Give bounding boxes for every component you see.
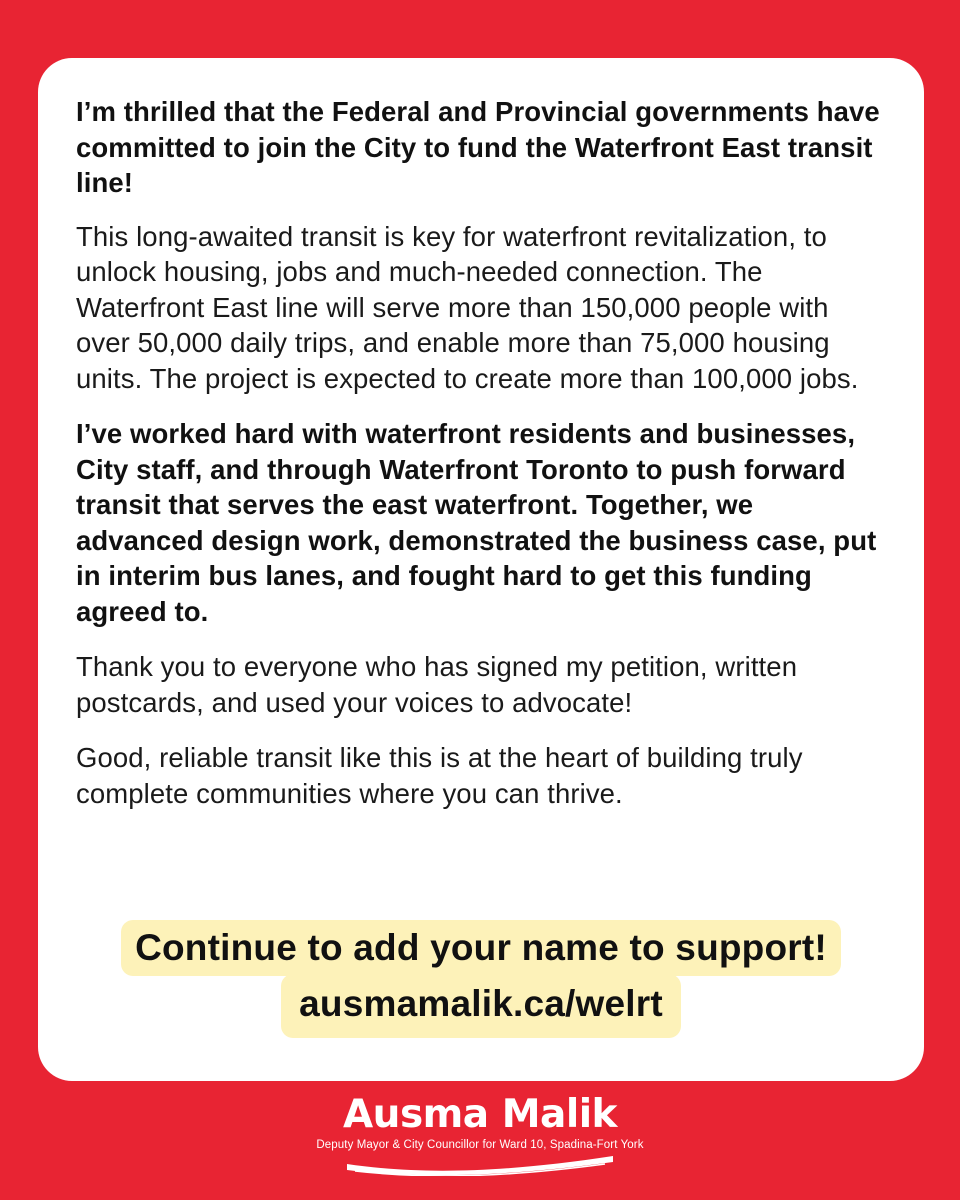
paragraph-announcement: I’m thrilled that the Federal and Provincial governments have committed to join the City to fund the Waterfront East transit line!: [76, 96, 880, 198]
cta-text: Continue to add your name to support!: [121, 920, 841, 976]
paragraph-advocacy-work: I’ve worked hard with waterfront residents and businesses, City staff, and through Waterfront Toronto to push forward transit that serves the east waterfront. Together, we advanced design work, demonstrated the business case, put in interim bus lanes, and fought hard to get this funding agreed to.: [76, 418, 877, 627]
logo: [0, 1094, 960, 1176]
logo-name: Ausma Malik: [343, 1092, 617, 1137]
paragraph-thank-you: Thank you to everyone who has signed my petition, written postcards, and used your voices to advocate!: [76, 651, 798, 718]
paragraph-closing: Good, reliable transit like this is at the heart of building truly complete communities where you can thrive.: [76, 742, 803, 809]
logo-subtitle: Deputy Mayor & City Councillor for Ward 10, Spadina-Fort York: [316, 1139, 644, 1151]
cta-link[interactable]: ausmamalik.ca/welrt: [281, 974, 681, 1038]
call-to-action: [38, 920, 924, 1038]
paragraph-transit-details: This long-awaited transit is key for waterfront revitalization, to unlock housing, jobs and much-needed connection. The Waterfront East line will serve more than 150,000 people with over 50,000 daily trips, and enable more than 75,000 housing units. The project is expected to create more than 100,000 jobs.: [76, 220, 859, 394]
logo-wave-icon: [345, 1154, 615, 1176]
message-card: [38, 58, 924, 1081]
